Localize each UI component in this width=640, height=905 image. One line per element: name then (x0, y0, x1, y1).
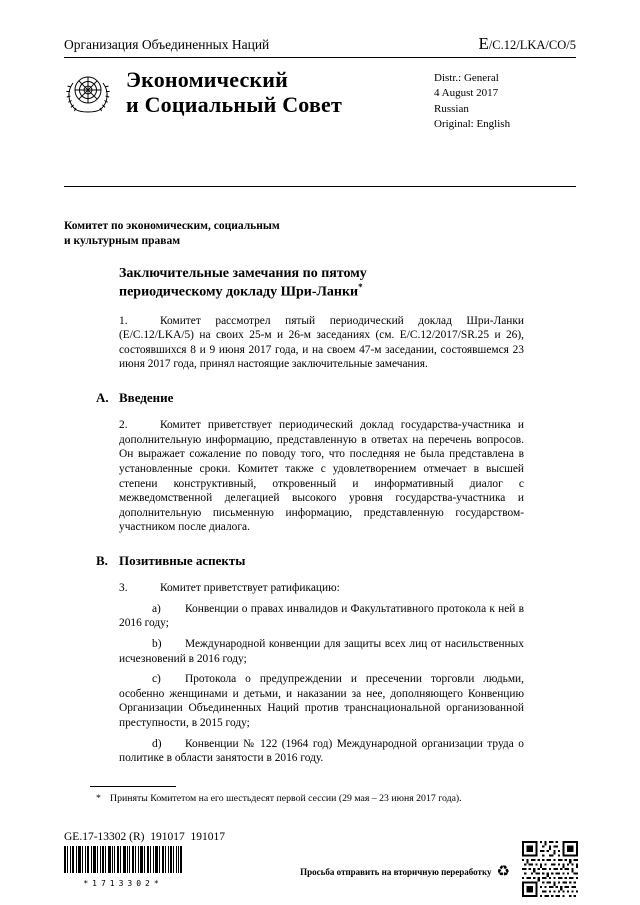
council-title-line2: и Социальный Совет (126, 91, 343, 117)
barcode (64, 846, 182, 888)
un-emblem-icon (64, 70, 112, 118)
list-item-c-text: Протокола о предупреждении и пресечении торговли людьми, особенно женщинами и детьми, и наказании за нее, дополняющего Конвенцию Организации Объединенных Наций против транснациональной организованной преступности, в 2015 году; (119, 673, 524, 729)
language-line: Russian (434, 102, 469, 115)
ge-number: GE.17-13302 (R) 191017 191017 (64, 831, 225, 843)
document-body (64, 187, 576, 766)
footnote-separator (90, 786, 176, 787)
footnote-text: * Приняты Комитетом на его шестьдесят первой сессии (29 мая – 23 июня 2017 года). (96, 793, 462, 804)
document-header (64, 58, 576, 187)
list-item-d-text: Конвенции № 122 (1964 год) Международной организации труда о политике в области занятости в 2016 году. (119, 737, 524, 765)
date-line: 4 August 2017 (434, 87, 499, 100)
section-b-heading (96, 553, 576, 569)
paragraph-2-text: Комитет приветствует периодический доклад государства-участника и дополнительную информацию, представленную в ответах на перечень вопросов. Он выражает сожаление по поводу того, что последняя не была представлена в установленные сроки. Комитет также с удовлетворением отмечает в высшей степени конструктивный, откровенный и информативный диалог с межведомственной делегацией высокого уровня государства-участника и дополнительную письменную информацию, представленную государством-участником после диалога. (119, 419, 524, 534)
document-symbol (478, 34, 576, 54)
qr-code (522, 841, 578, 897)
list-item-d-label: d) (152, 737, 162, 750)
footnote-reference: * (358, 282, 363, 293)
paragraph-1-text: Комитет рассмотрел пятый периодический доклад Шри-Ланки (E/C.12/LKA/5) на своих 25-м и 26-м заседаниях (см. E/C.12/2017/SR.25 и 26), состоявшихся 8 и 9 июня 2017 года, и на своем 47-м заседании, состоявшемся 23 июня 2017 года, принял настоящие заключительные замечания. (119, 314, 524, 371)
paragraph-2-number: 2. (119, 419, 128, 432)
committee-name-line1: Комитет по экономическим, социальным (64, 220, 280, 232)
council-title-line1: Экономический (126, 67, 289, 92)
recycle-notice-text: Просьба отправить на вторичную переработку (300, 866, 492, 877)
list-item-b-label: b) (152, 637, 162, 650)
section-a-letter: A. (96, 389, 109, 405)
list-item-b-text: Международной конвенции для защиты всех лиц от насильственных исчезновений в 2016 году; (119, 637, 524, 665)
distr-line: Distr.: General (434, 72, 499, 84)
masthead-row (64, 0, 576, 58)
barcode-text: *1713302* (83, 879, 163, 888)
list-item-d (119, 737, 524, 766)
document-title (119, 265, 576, 302)
document-symbol-series: E (478, 34, 489, 53)
footnote-marker: * (96, 793, 101, 804)
original-language-line: Original: English (434, 118, 511, 131)
section-b-title: Позитивные аспекты (119, 552, 246, 568)
barcode-bars (64, 846, 182, 873)
document-symbol-rest: /C.12/LKA/CO/5 (488, 38, 576, 52)
section-a-heading (96, 390, 576, 406)
list-item-b (119, 637, 524, 666)
recycle-icon: ♻ (496, 862, 510, 880)
paragraph-1 (119, 314, 524, 372)
paragraph-3-number: 3. (119, 582, 128, 595)
document-title-line1: Заключительные замечания по пятому (119, 265, 367, 281)
distribution-info (434, 68, 576, 133)
document-title-line2: периодическому докладу Шри-Ланки* (119, 282, 363, 301)
paragraph-1-number: 1. (119, 314, 128, 327)
list-item-c (119, 672, 524, 730)
list-item-a-text: Конвенции о правах инвалидов и Факультативного протокола к ней в 2016 году; (119, 602, 524, 630)
list-item-a (119, 602, 524, 631)
footnote (96, 786, 536, 806)
paragraph-2 (119, 418, 524, 535)
list-item-c-label: c) (152, 673, 161, 686)
section-a-title: Введение (119, 389, 174, 405)
recycle-notice (300, 864, 510, 879)
committee-name-line2: и культурным правам (64, 234, 181, 247)
org-name: Организация Объединенных Наций (64, 37, 270, 52)
section-b-letter: B. (96, 552, 108, 568)
committee-name (64, 219, 576, 249)
paragraph-3-text: Комитет приветствует ратификацию: (160, 582, 340, 595)
council-title (126, 68, 434, 117)
paragraph-3 (119, 581, 524, 596)
list-item-a-label: a) (152, 602, 161, 615)
